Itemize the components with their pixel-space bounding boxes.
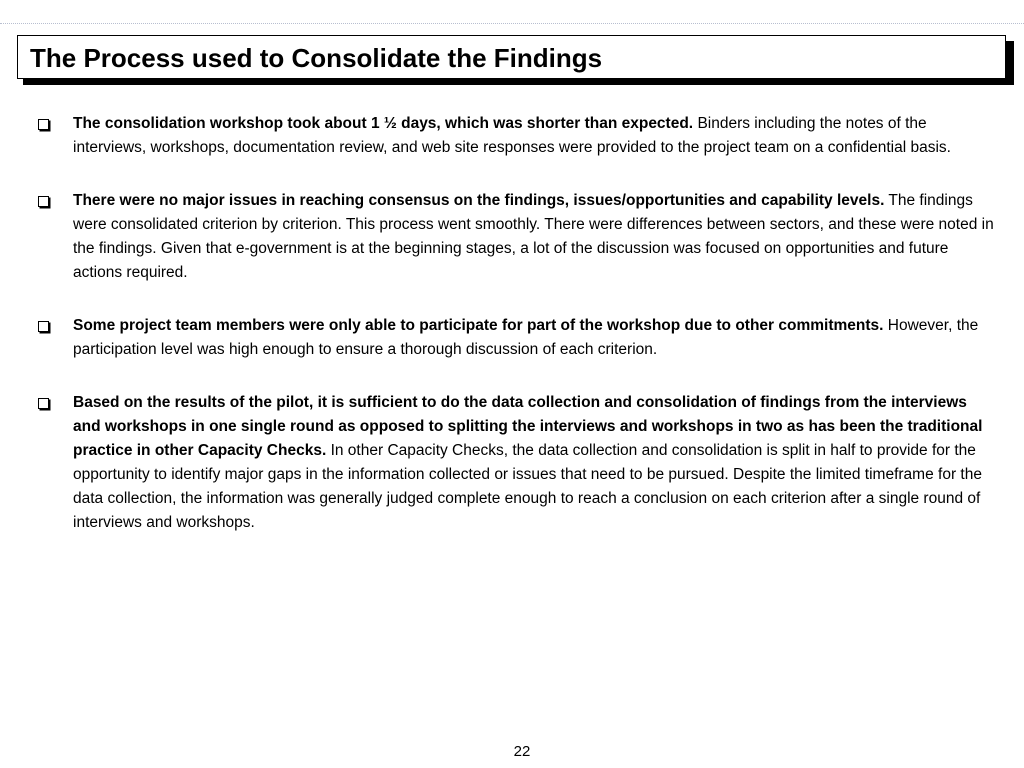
title-box (17, 35, 1006, 79)
bullet-item (0, 189, 998, 285)
bullet-lead: Some project team members were only able to participate for part of the workshop due to other commitments. (73, 317, 884, 334)
bullet-item (0, 112, 998, 160)
bullet-text (73, 391, 998, 535)
bullet-body: In other Capacity Checks, the data collection and consolidation is split in half to provide for the opportunity to identify major gaps in the information collected or issues that need to be pursued. Despite the limited timeframe for the data collection, the information was generally judged complete enough to reach a conclusion on each criterion after a single round of interviews and workshops. (73, 442, 982, 531)
checkbox-bullet-icon (38, 119, 49, 130)
bullet-body: However, the participation level was high enough to ensure a thorough discussion of each criterion. (73, 317, 979, 358)
bullet-list (0, 112, 1024, 564)
bullet-lead: Based on the results of the pilot, it is sufficient to do the data collection and consolidation of findings from the interviews and workshops in one single round as opposed to splitting the interviews and workshops in two as has been the traditional practice in other Capacity Checks. (73, 394, 983, 459)
top-dotted-rule (0, 23, 1024, 24)
bullet-text (73, 112, 998, 160)
bullet-item (0, 314, 998, 362)
page-number: 22 (513, 743, 531, 760)
slide-title: The Process used to Consolidate the Findings (30, 43, 603, 73)
bullet-text (73, 314, 998, 362)
checkbox-bullet-icon (38, 321, 49, 332)
bullet-lead: There were no major issues in reaching consensus on the findings, issues/opportunities and capability levels. (73, 192, 885, 209)
bullet-item (0, 391, 998, 535)
checkbox-bullet-icon (38, 398, 49, 409)
bullet-body: The findings were consolidated criterion by criterion. This process went smoothly. There were differences between sectors, and these were noted in the findings. Given that e-government is at the beginning stages, a lot of the discussion was focused on opportunities and future actions required. (73, 192, 994, 281)
bullet-text (73, 189, 998, 285)
checkbox-bullet-icon (38, 196, 49, 207)
bullet-body: Binders including the notes of the interviews, workshops, documentation review, and web site responses were provided to the project team on a confidential basis. (73, 115, 951, 156)
bullet-lead: The consolidation workshop took about 1 ½ days, which was shorter than expected. (73, 115, 694, 132)
